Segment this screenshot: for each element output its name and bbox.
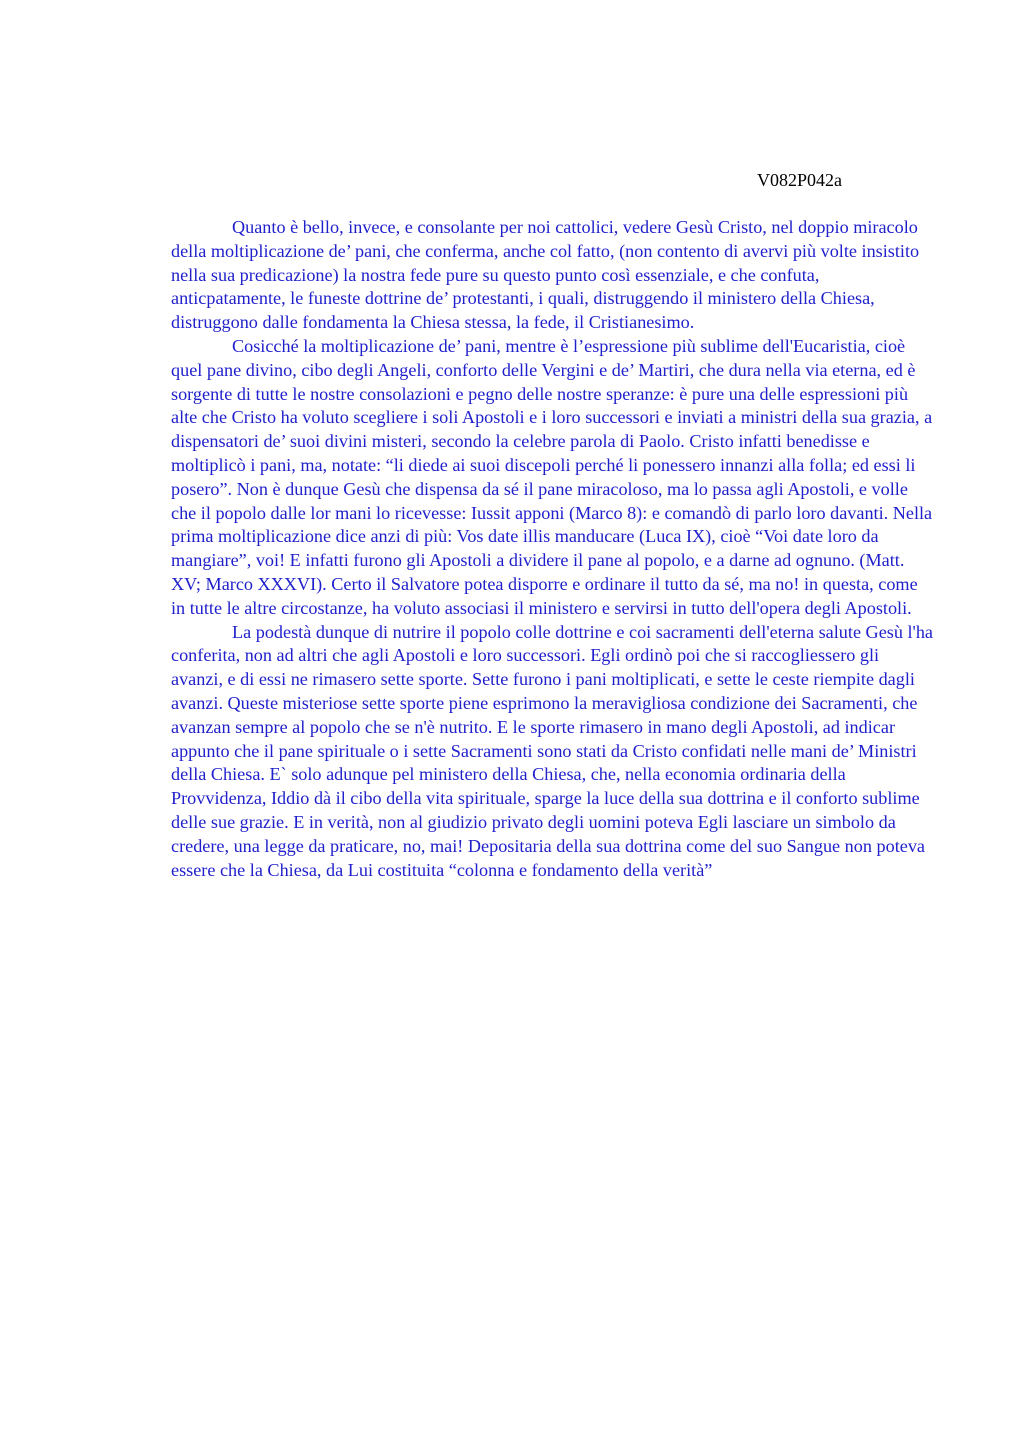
paragraph: Quanto è bello, invece, e consolante per noi cattolici, vedere Gesù Cristo, nel doppio miracolo della moltiplicazione de’ pani, che conferma, anche col fatto, (non contento di avervi più volte insistito nella sua predicazione) la nostra fede pure su questo punto così essenziale, e che confuta, anticpatamente, le funeste dottrine de’ protestanti, i quali, distruggendo il ministero della Chiesa, distruggono dalle fondamenta la Chiesa stessa, la fede, il Cristianesimo. xyxy=(171,217,920,333)
document-id-label: V082P042a xyxy=(757,170,842,190)
document-body xyxy=(171,216,933,882)
paragraph: La podestà dunque di nutrire il popolo colle dottrine e coi sacramenti dell'eterna salute Gesù l'ha conferita, non ad altri che agli Apostoli e loro successori. Egli ordinò poi che si raccogliessero gli avanzi, e di essi ne rimasero sette sporte. Sette furono i pani moltiplicati, e sette le ceste riempite dagli avanzi. Queste misteriose sette sporte piene esprimono la meravigliosa condizione dei Sacramenti, che avanzan sempre al popolo che se n'è nutrito. E le sporte rimasero in mano degli Apostoli, ad indicar appunto che il pane spirituale o i sette Sacramenti sono stati da Cristo confidati nelle mani de’ Ministri della Chiesa. E` solo adunque pel ministero della Chiesa, che, nella economia ordinaria della Provvidenza, Iddio dà il cibo della vita spirituale, sparge la luce della sua dottrina e il conforto sublime delle sue grazie. E in verità, non al giudizio privato degli uomini poteva Egli lasciare un simbolo da credere, una legge da praticare, no, mai! Depositaria della sua dottrina come del suo Sangue non poteva essere che la Chiesa, da Lui costituita “colonna e fondamento della verità” xyxy=(171,621,933,880)
paragraph: Cosicché la moltiplicazione de’ pani, mentre è l’espressione più sublime dell'Eucaristia, cioè quel pane divino, cibo degli Angeli, conforto delle Vergini e de’ Martiri, che dura nella via eterna, ed è sorgente di tutte le nostre consolazioni e pegno delle nostre speranze: è pure una delle espressioni più alte che Cristo ha voluto scegliere i soli Apostoli e i loro successori e inviati a ministri della sua grazia, a dispensatori de’ suoi divini misteri, secondo la celebre parola di Paolo. Cristo infatti benedisse e moltiplicò i pani, ma, notate: “li diede ai suoi discepoli perché li ponessero innanzi alla folla; ed essi li posero”. Non è dunque Gesù che dispensa da sé il pane miracoloso, ma lo passa agli Apostoli, e volle che il popolo dalle lor mani lo ricevesse: Iussit apponi (Marco 8): e comandò di parlo loro davanti. Nella prima moltiplicazione dice anzi di più: Vos date illis manducare (Luca IX), cioè “Voi date loro da mangiare”, voi! E infatti furono gli Apostoli a dividere il pane al popolo, e a darne ad ognuno. (Matt. XV; Marco XXXVI). Certo il Salvatore potea disporre e ordinare il tutto da sé, ma no! in questa, come in tutte le altre circostanze, ha voluto associasi il ministero e servirsi in tutto dell'opera degli Apostoli. xyxy=(171,335,933,618)
